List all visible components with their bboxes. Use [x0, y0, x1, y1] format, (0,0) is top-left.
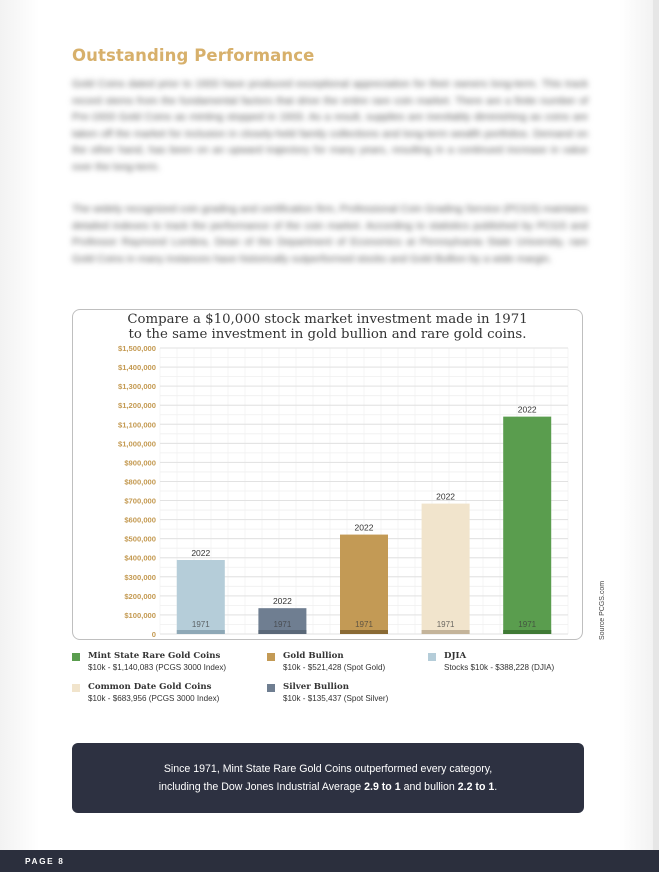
summary-callout [72, 743, 584, 813]
legend-swatch [72, 684, 80, 692]
bar-end-year-label: 2022 [272, 596, 292, 607]
legend-title: Mint State Rare Gold Coins [88, 651, 221, 661]
bar-end-year-label: 2022 [354, 522, 374, 533]
y-tick-label: $1,000,000 [117, 439, 156, 449]
y-tick-label: $100,000 [124, 610, 156, 620]
bar-end-year-label: 2022 [517, 404, 537, 415]
bullion-ratio: 2.2 to 1 [457, 781, 495, 793]
legend-desc: $10k - $135,437 (Spot Silver) [283, 694, 389, 703]
bar-start-segment [177, 630, 225, 634]
chart-legend [72, 651, 592, 741]
legend-item-silver-bullion [267, 682, 427, 712]
intro-paragraph: Gold Coins dated prior to 1933 have produced exceptional appreciation for their owners long-term. This track record stems from the fundamental factors that drive the entire rare coin market. There are a finite number of Pre-1933 Gold Coins as minting stopped in 1933. As a result, supplies are inevitably diminishing as coins are taken off the market for inclusion in closely-held family collections and long-term wealth portfolios. Demand on the other hand, has been on an upward trajectory for many years, resulting in a continued increase in value over the long-term. [72, 78, 588, 173]
chart-title-line-1: Compare a $10,000 stock market investment made in 1971 [127, 312, 528, 327]
legend-item-common-date [72, 682, 252, 737]
y-tick-label: $900,000 [124, 458, 156, 468]
legend-swatch [267, 653, 275, 661]
bar-end-year-label: 2022 [436, 491, 456, 502]
legend-title: Common Date Gold Coins [88, 682, 212, 692]
y-tick-label: 0 [151, 630, 156, 639]
bar-start-year-label: 1971 [191, 620, 210, 629]
page-footer [0, 850, 659, 872]
legend-item-djia [428, 651, 578, 681]
legend-title: Gold Bullion [283, 651, 344, 661]
bar [503, 417, 551, 634]
callout-text [159, 760, 497, 796]
legend-swatch [267, 684, 275, 692]
source-note: Source PCGS.com [599, 580, 606, 640]
callout-line-2-prefix: including the Dow Jones Industrial Average [158, 781, 365, 793]
legend-title: Silver Bullion [283, 682, 350, 692]
section-heading: Outstanding Performance [72, 46, 315, 65]
bar-start-year-label: 1971 [355, 620, 373, 629]
bar-start-year-label: 1971 [518, 620, 537, 629]
y-tick-label: $700,000 [124, 496, 156, 506]
callout-line-2-suffix: . [494, 781, 498, 793]
y-tick-label: $1,100,000 [117, 420, 156, 430]
y-tick-label: $800,000 [124, 477, 156, 487]
bar-end-year-label: 2022 [191, 547, 211, 558]
y-tick-label: $400,000 [124, 553, 156, 563]
chart-title-line-2: to the same investment in gold bullion and rare gold coins. [128, 327, 527, 342]
callout-line-1: Since 1971, Mint State Rare Gold Coins outperformed every category, [163, 763, 493, 775]
bar-start-year-label: 1971 [436, 620, 455, 629]
page-number: PAGE 8 [25, 856, 65, 866]
y-tick-label: $200,000 [124, 591, 156, 601]
page-edge-shadow [653, 0, 659, 850]
legend-swatch [72, 653, 80, 661]
bar-start-year-label: 1971 [273, 620, 292, 629]
djia-ratio: 2.9 to 1 [364, 781, 401, 793]
chart-title [72, 312, 583, 342]
legend-desc: $10k - $683,956 (PCGS 3000 Index) [88, 694, 220, 703]
legend-title: DJIA [444, 651, 467, 661]
y-tick-label: $1,400,000 [117, 363, 156, 373]
bar-start-segment [503, 630, 551, 634]
legend-desc: Stocks $10k - $388,228 (DJIA) [444, 663, 555, 672]
bar-start-segment [258, 630, 306, 634]
legend-swatch [428, 653, 436, 661]
y-tick-label: $1,300,000 [117, 382, 156, 392]
legend-desc: $10k - $1,140,083 (PCGS 3000 Index) [88, 663, 227, 672]
y-tick-label: $1,200,000 [117, 401, 156, 411]
bar-start-segment [340, 630, 388, 634]
legend-item-mint-state [72, 651, 252, 681]
legend-item-gold-bullion [267, 651, 427, 681]
y-tick-label: $500,000 [124, 534, 156, 544]
pcgs-paragraph: The widely recognized coin grading and certification firm, Professional Coin Grading Service (PCGS) maintains detailed indexes to track the performance of the coin market. According to statistics published by PCGS and Professor Raymond Lombra, Dean of the Department of Economics at Pennsylvania State University, rare Gold Coins in many instances have historically outperformed stocks and Gold Bullion by a wide margin. [72, 203, 588, 265]
y-tick-label: $600,000 [124, 515, 156, 525]
callout-line-2-middle: and bullion [400, 781, 458, 793]
bar-start-segment [422, 630, 470, 634]
y-tick-label: $1,500,000 [117, 344, 156, 353]
legend-desc: $10k - $521,428 (Spot Gold) [283, 663, 386, 672]
bar [422, 504, 470, 634]
performance-bar-chart [72, 309, 583, 640]
y-tick-label: $300,000 [124, 572, 156, 582]
